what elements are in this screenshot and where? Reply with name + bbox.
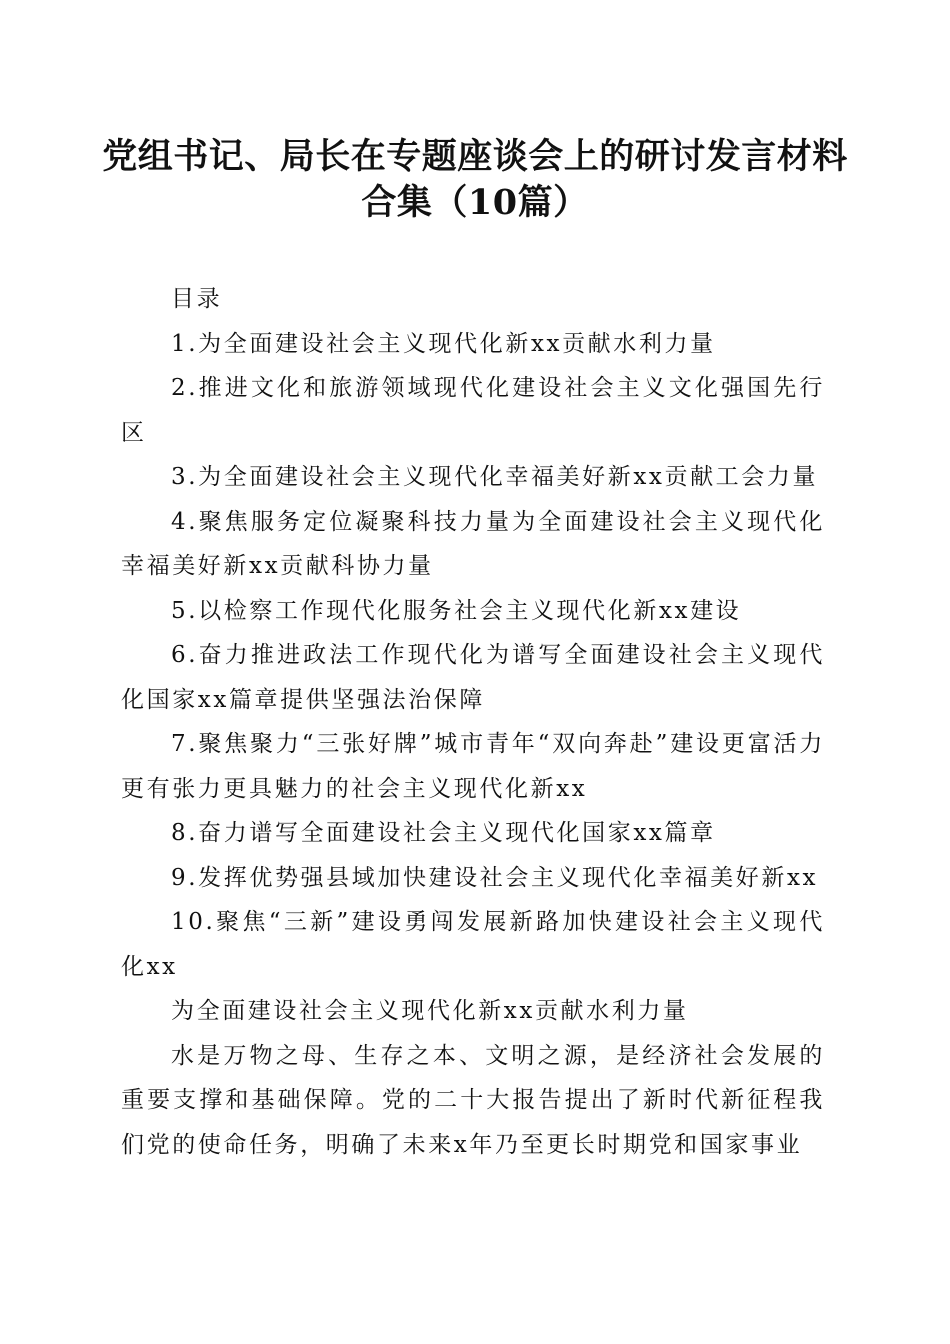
- toc-item-8: 8.奋力谱写全面建设社会主义现代化国家xx篇章: [171, 820, 716, 846]
- toc-item-2: 2.推进文化和旅游领域现代化建设社会主义文化强国先行区: [121, 375, 825, 446]
- toc-item-1: 1.为全面建设社会主义现代化新xx贡献水利力量: [171, 330, 716, 357]
- toc-item-9: 9.发挥优势强县域加快建设社会主义现代化幸福美好新xx: [171, 864, 819, 891]
- toc-item-4: 4.聚焦服务定位凝聚科技力量为全面建设社会主义现代化幸福美好新xx贡献科协力量: [121, 508, 825, 579]
- document-body: [121, 277, 825, 1167]
- document-title: 党组书记、局长在专题座谈会上的研讨发言材料合集（10篇）: [102, 136, 848, 223]
- toc-item-5: 5.以检察工作现代化服务社会主义现代化新xx建设: [171, 597, 742, 624]
- body-paragraph: 水是万物之母、生存之本、文明之源，是经济社会发展的重要支撑和基础保障。党的二十大报告提出了新时代新征程我们党的使命任务，明确了未来x年乃至更长时期党和国家事业: [121, 1042, 825, 1158]
- toc-heading: 目录: [171, 286, 223, 312]
- toc-item-3: 3.为全面建设社会主义现代化幸福美好新xx贡献工会力量: [171, 464, 819, 490]
- toc-item-10: 10.聚焦“三新”建设勇闯发展新路加快建设社会主义现代化xx: [121, 909, 825, 980]
- toc-item-7: 7.聚焦聚力“三张好牌”城市青年“双向奔赴”建设更富活力更有张力更具魅力的社会主义现代化新xx: [121, 731, 825, 802]
- section-title: 为全面建设社会主义现代化新xx贡献水利力量: [171, 998, 689, 1024]
- toc-item-6: 6.奋力推进政法工作现代化为谱写全面建设社会主义现代化国家xx篇章提供坚强法治保障: [121, 642, 825, 713]
